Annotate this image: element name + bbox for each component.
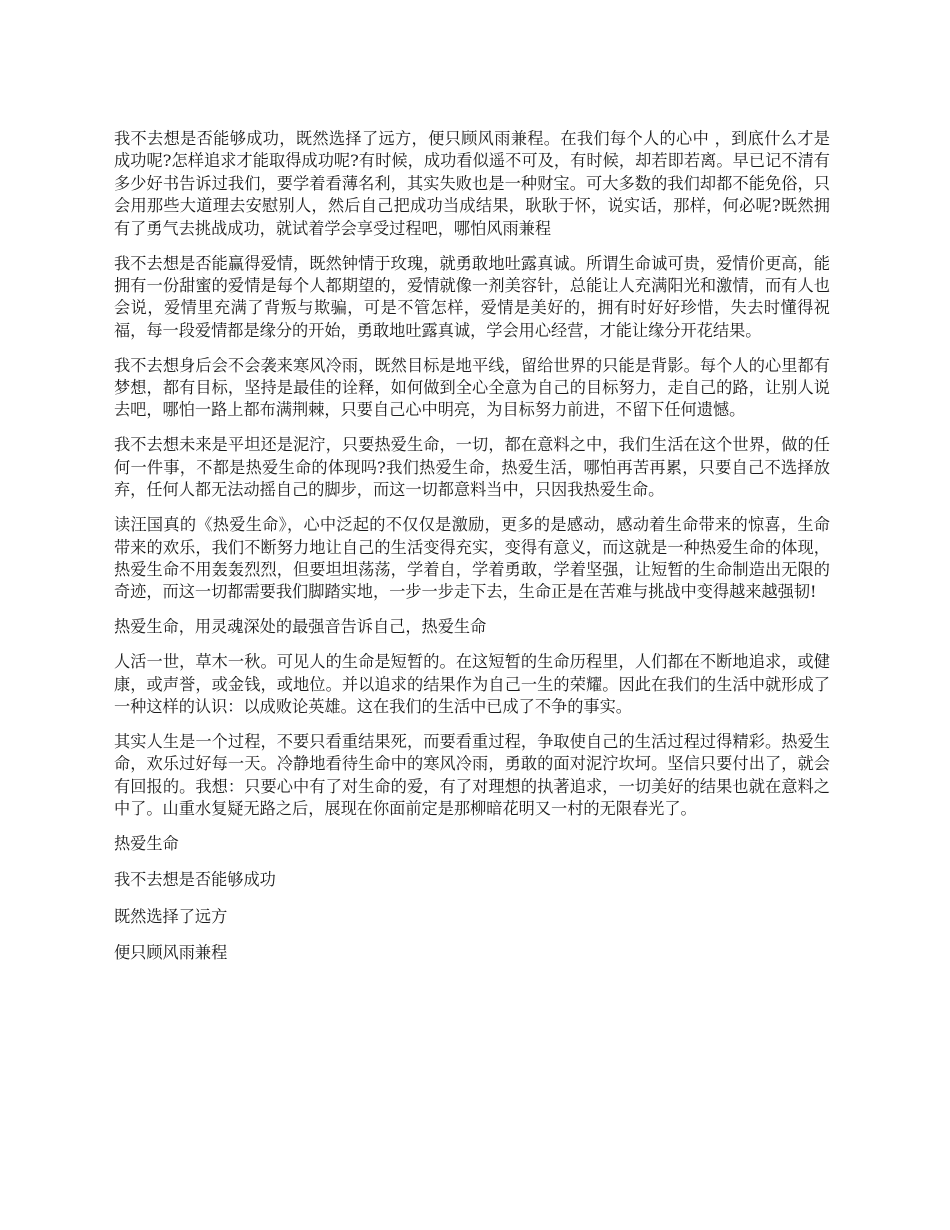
poem-line-2: 既然选择了远方	[114, 906, 228, 926]
poem-line-1: 我不去想是否能够成功	[114, 870, 276, 890]
paragraph-6: 热爱生命，用灵魂深处的最强音告诉自己，热爱生命	[114, 617, 487, 637]
paragraph-4: 我不去想未来是平坦还是泥泞，只要热爱生命，一切，都在意料之中，我们生活在这个世界，做的任何一件事，不都是热爱生命的体现吗?我们热爱生命，热爱生活，哪怕再苦再累，只要自己不选择放弃，任何人都无法动摇自己的脚步，而这一切都意料当中，只因我热爱生命。	[114, 435, 830, 500]
paragraph-1: 我不去想是否能够成功，既然选择了远方，便只顾风雨兼程。在我们每个人的心中 ，到底什么才是成功呢?怎样追求才能取得成功呢?有时候，成功看似遥不可及，有时候，却若即若离。早已记不清有多少好书告诉过我们，要学着看薄名利，其实失败也是一种财宝。可大多数的我们却都不能免俗，只会用那些大道理去安慰别人，然后自己把成功当成结果，耿耿于怀，说实话，那样，何必呢?既然拥有了勇气去挑战成功，就试着学会享受过程吧，哪怕风雨兼程	[114, 129, 830, 238]
paragraph-3: 我不去想身后会不会袭来寒风冷雨，既然目标是地平线，留给世界的只能是背影。每个人的心里都有梦想，都有目标，坚持是最佳的诠释，如何做到全心全意为自己的目标努力，走自己的路，让别人说去吧，哪怕一路上都布满荆棘，只要自己心中明亮，为目标努力前进，不留下任何遗憾。	[114, 355, 830, 420]
paragraph-2: 我不去想是否能赢得爱情，既然钟情于玫瑰，就勇敢地吐露真诚。所谓生命诚可贵，爱情价更高，能拥有一份甜蜜的爱情是每个人都期望的，爱情就像一剂美容针，总能让人充满阳光和激情，而有人也会说，爱情里充满了背叛与欺骗，可是不管怎样，爱情是美好的，拥有时好好珍惜，失去时懂得祝福，每一段爱情都是缘分的开始，勇敢地吐露真诚，学会用心经营，才能让缘分开花结果。	[114, 253, 830, 340]
poem-line-3: 便只顾风雨兼程	[114, 943, 228, 963]
paragraph-7: 人活一世，草木一秋。可见人的生命是短暂的。在这短暂的生命历程里，人们都在不断地追求，或健康，或声誉，或金钱，或地位。并以追求的结果作为自己一生的荣耀。因此在我们的生活中就形成了一种这样的认识：以成败论英雄。这在我们的生活中已成了不争的事实。	[114, 652, 830, 716]
paragraph-5: 读汪国真的《热爱生命》，心中泛起的不仅仅是激励，更多的是感动，感动着生命带来的惊喜，生命带来的欢乐，我们不断努力地让自己的生活变得充实，变得有意义，而这就是一种热爱生命的体现，热爱生命不用轰轰烈烈，但要坦坦荡荡，学着自，学着勇敢，学着坚强，让短暂的生命制造出无限的奇迹，而这一切都需要我们脚踏实地，一步一步走下去，生命正是在苦难与挑战中变得越来越强韧!	[114, 515, 830, 602]
paragraph-8: 其实人生是一个过程，不要只看重结果死，而要看重过程，争取使自己的生活过程过得精彩。热爱生命，欢乐过好每一天。冷静地看待生命中的寒风冷雨，勇敢的面对泥泞坎坷。坚信只要付出了，就会有回报的。我想：只要心中有了对生命的爱，有了对理想的执著追求，一切美好的结果也就在意料之中了。山重水复疑无路之后，展现在你面前定是那柳暗花明又一村的无限春光了。	[114, 731, 830, 819]
document-body	[114, 128, 830, 979]
poem-title: 热爱生命	[114, 833, 179, 853]
